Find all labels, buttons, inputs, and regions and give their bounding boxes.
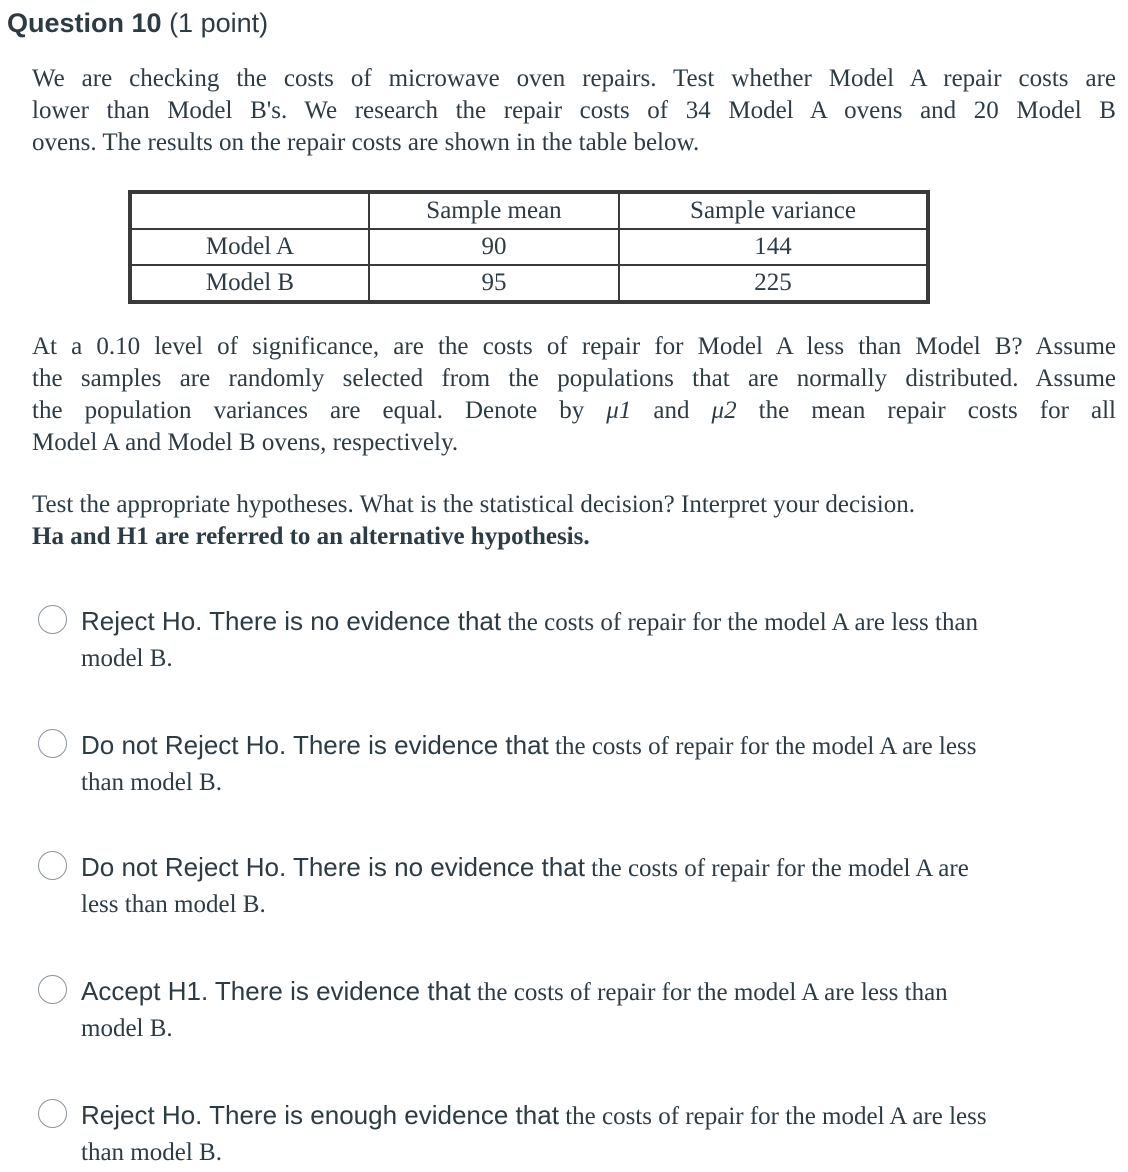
table-header-row — [130, 192, 928, 229]
radio-button[interactable] — [38, 851, 67, 880]
option-label[interactable] — [81, 603, 1111, 677]
intro-line: We are checking the costs of microwave oven repairs. Test whether Model A repair costs are — [32, 65, 1116, 92]
question-points: (1 point) — [169, 8, 269, 38]
table-cell: 144 — [619, 229, 928, 265]
option-rest: model B. — [81, 1015, 173, 1042]
instruction-line: Test the appropriate hypotheses. What is the statistical decision? Interpret your decision. — [32, 491, 915, 518]
details-line: the samples are randomly selected from the populations that are normally distributed. Assume — [32, 365, 1116, 392]
table-header-cell — [130, 192, 369, 229]
table-cell: Model A — [130, 229, 369, 265]
radio-button[interactable] — [38, 605, 67, 634]
option-rest: the costs of repair for the model A are less — [548, 733, 977, 760]
question-number: Question 10 — [7, 8, 162, 38]
option-lead: Reject Ho. There is enough evidence that — [81, 1100, 559, 1130]
option-label[interactable] — [81, 973, 1111, 1047]
question-title — [7, 8, 268, 39]
option-rest: the costs of repair for the model A are — [584, 855, 969, 882]
question-details — [32, 331, 1116, 459]
details-text: and — [653, 397, 690, 424]
instruction — [32, 489, 1116, 553]
table-cell: 225 — [619, 265, 928, 302]
data-table — [128, 190, 930, 304]
option-lead: Accept H1. There is evidence that — [81, 976, 471, 1006]
question-intro — [32, 63, 1116, 159]
radio-button[interactable] — [38, 1099, 67, 1128]
option-rest: the costs of repair for the model A are less than — [470, 979, 948, 1006]
radio-button[interactable] — [38, 729, 67, 758]
option-lead: Do not Reject Ho. There is evidence that — [81, 730, 549, 760]
mu2-symbol: μ2 — [711, 397, 737, 424]
intro-line: lower than Model B's. We research the repair costs of 34 Model A ovens and 20 Model B — [32, 97, 1116, 124]
option-rest: the costs of repair for the model A are less — [558, 1103, 987, 1130]
instruction-bold-line: Ha and H1 are referred to an alternative hypothesis. — [32, 523, 590, 550]
table-cell: 95 — [369, 265, 619, 302]
option-lead: Do not Reject Ho. There is no evidence that — [81, 852, 585, 882]
option-rest: than model B. — [81, 1139, 222, 1166]
intro-line: ovens. The results on the repair costs are shown in the table below. — [32, 129, 700, 156]
table-row — [130, 229, 928, 265]
option-rest: less than model B. — [81, 891, 266, 918]
option-label[interactable] — [81, 727, 1111, 801]
table-cell: Model B — [130, 265, 369, 302]
option-lead: Reject Ho. There is no evidence that — [81, 606, 502, 636]
option-label[interactable] — [81, 849, 1111, 923]
mu1-symbol: μ1 — [606, 397, 632, 424]
details-text: the mean repair costs for all — [758, 397, 1116, 424]
details-line — [32, 395, 1116, 427]
table-row — [130, 265, 928, 302]
table-cell: 90 — [369, 229, 619, 265]
table-header-cell: Sample mean — [369, 192, 619, 229]
details-line: Model A and Model B ovens, respectively. — [32, 429, 459, 456]
radio-button[interactable] — [38, 975, 67, 1004]
option-rest: the costs of repair for the model A are less than — [501, 609, 979, 636]
details-text: the population variances are equal. Denote by — [32, 397, 585, 424]
option-label[interactable] — [81, 1097, 1111, 1171]
table-header-cell: Sample variance — [619, 192, 928, 229]
option-rest: than model B. — [81, 769, 222, 796]
option-rest: model B. — [81, 645, 173, 672]
details-line: At a 0.10 level of significance, are the costs of repair for Model A less than Model B? Assume — [32, 333, 1116, 360]
